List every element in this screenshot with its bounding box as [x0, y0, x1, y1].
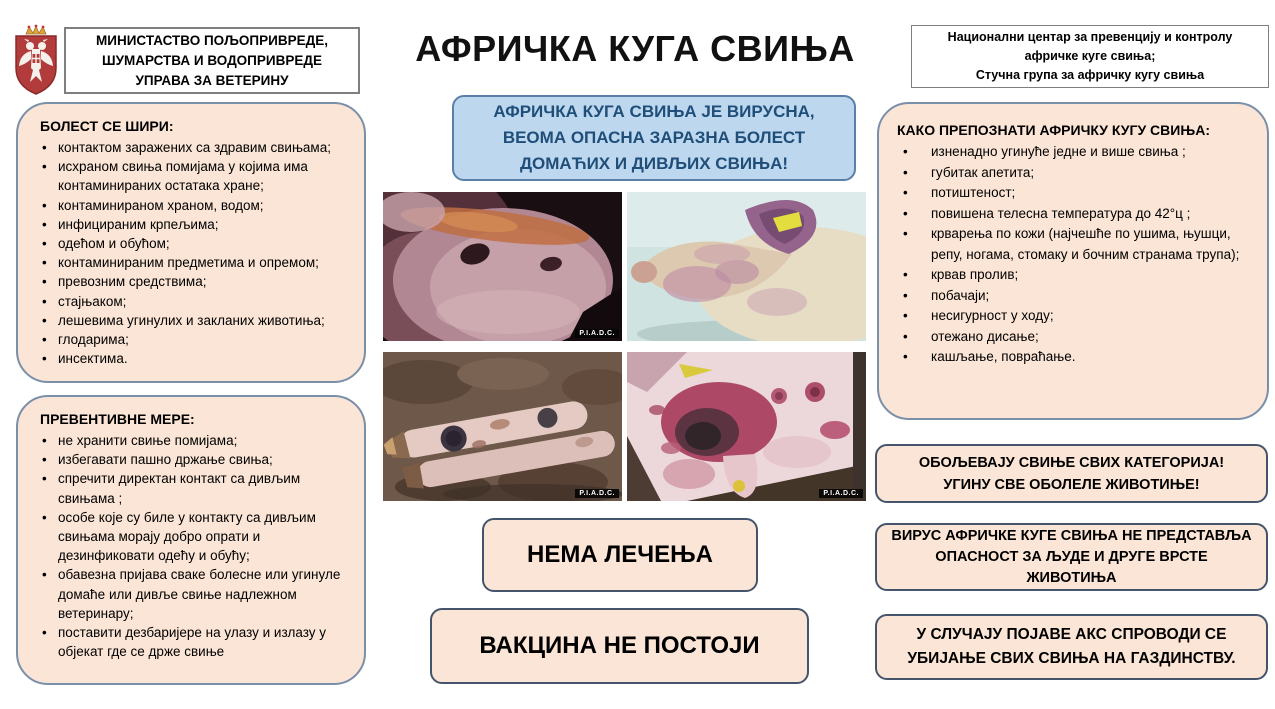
- photo-watermark: P.I.A.D.C.: [819, 489, 863, 498]
- no-danger-box: [875, 523, 1268, 591]
- no-cure-text: НЕМА ЛЕЧЕЊА: [527, 541, 713, 568]
- list-item: • глодарима;: [38, 330, 354, 349]
- list-item: • инсектима.: [38, 349, 354, 368]
- serbia-coat-of-arms-icon: [10, 24, 62, 96]
- culling-box: [875, 614, 1268, 680]
- list-item: • стајњаком;: [38, 292, 354, 311]
- center-line: афричке куге свиња;: [1024, 49, 1156, 63]
- panel-title: КАКО ПРЕПОЗНАТИ АФРИЧКУ КУГУ СВИЊА:: [897, 122, 1210, 138]
- recognize-list: [895, 142, 1255, 368]
- statement-line: ОПАСНОСТ ЗА ЉУДЕ И ДРУГЕ ВРСТЕ: [935, 548, 1208, 565]
- list-item: • потиштеност;: [895, 183, 1255, 204]
- crown: [26, 25, 46, 34]
- list-item: • обавезна пријава сваке болесне или угинуле домаће или дивље свиње надлежном ветеринару;: [38, 565, 354, 623]
- photo-pig-legs-lesions: [383, 352, 622, 501]
- national-center-header-box: [911, 25, 1269, 88]
- ministry-line: ШУМАРСТВА И ВОДОПРИВРЕДЕ: [102, 52, 322, 68]
- statement-line: ЖИВОТИЊА: [1026, 569, 1117, 586]
- statement-line: ОБОЉЕВАЈУ СВИЊЕ СВИХ КАТЕГОРИЈА!: [918, 454, 1225, 471]
- list-item: • контактом заражених са здравим свињама;: [38, 138, 354, 157]
- list-item: • исхраном свиња помијама у којима има контаминираних остатака хране;: [38, 157, 354, 195]
- ministry-line: МИНИСТАСТВО ПОЉОПРИВРЕДЕ,: [96, 32, 328, 48]
- statement-line: УГИНУ СВЕ ОБОЛЕЛЕ ЖИВОТИЊЕ!: [943, 476, 1200, 493]
- list-item: • инфицираним крпељима;: [38, 215, 354, 234]
- list-item: • лешевима угинулих и закланих животиња;: [38, 311, 354, 330]
- statement-line: У СЛУЧАЈУ ПОЈАВЕ АКС СПРОВОДИ СЕ: [916, 626, 1227, 643]
- center-line: Национални центар за превенцију и контролу: [947, 30, 1233, 44]
- intro-line: ВЕОМА ОПАСНА ЗАРАЗНА БОЛЕСТ: [502, 128, 806, 147]
- list-item: • контаминираним предметима и опремом;: [38, 253, 354, 272]
- list-item: • губитак апетита;: [895, 163, 1255, 184]
- photo-pig-body-hemorrhages: [627, 352, 866, 501]
- all-categories-box: [875, 444, 1268, 503]
- statement-line: ВИРУС АФРИЧКЕ КУГЕ СВИЊА НЕ ПРЕДСТАВЉА: [891, 527, 1252, 544]
- prevention-list: [38, 431, 354, 661]
- panel-title: ПРЕВЕНТИВНЕ МЕРЕ:: [40, 411, 195, 427]
- list-item: • кашљање, повраћање.: [895, 347, 1255, 368]
- panel-title: БОЛЕСТ СЕ ШИРИ:: [40, 118, 174, 134]
- ministry-line: УПРАВА ЗА ВЕТЕРИНУ: [135, 72, 289, 88]
- photo-pig-snout-closeup: [383, 192, 622, 341]
- list-item: • побачаји;: [895, 286, 1255, 307]
- list-item: • крвав пролив;: [895, 265, 1255, 286]
- disease-spread-list: [38, 138, 354, 368]
- disease-spread-panel: [16, 102, 366, 383]
- list-item: • несигурност у ходу;: [895, 306, 1255, 327]
- no-vaccine-box: [430, 608, 809, 684]
- statement-line: УБИЈАЊЕ СВИХ СВИЊА НА ГАЗДИНСТВУ.: [907, 650, 1236, 667]
- list-item: • крварења по кожи (најчешће по ушима, њушци, репу, ногама, стомаку и бочним странама трупа);: [895, 224, 1255, 265]
- list-item: • одећом и обућом;: [38, 234, 354, 253]
- list-item: • отежано дисање;: [895, 327, 1255, 348]
- prevention-panel: [16, 395, 366, 685]
- center-line: Стучна група за афричку кугу свиња: [975, 68, 1205, 82]
- intro-line: ДОМАЋИХ И ДИВЉИХ СВИЊА!: [519, 154, 789, 173]
- list-item: • избегавати пашно држање свиња;: [38, 450, 354, 469]
- list-item: • превозним средствима;: [38, 272, 354, 291]
- ministry-header-box: [64, 27, 360, 94]
- list-item: • изненадно угинуће једне и више свиња ;: [895, 142, 1255, 163]
- poster-title: АФРИЧКА КУГА СВИЊА: [415, 28, 855, 69]
- list-item: • не хранити свиње помијама;: [38, 431, 354, 450]
- no-vaccine-text: ВАКЦИНА НЕ ПОСТОЈИ: [479, 632, 760, 659]
- list-item: • контаминираном храном, водом;: [38, 196, 354, 215]
- list-item: • спречити директан контакт са дивљим свињама ;: [38, 469, 354, 507]
- virus-intro-box: [452, 95, 856, 181]
- recognize-panel: [877, 102, 1269, 420]
- photo-dead-pig-head: [627, 192, 866, 341]
- list-item: • повишена телесна температура до 42°ц ;: [895, 204, 1255, 225]
- no-cure-box: [482, 518, 758, 592]
- photo-watermark: P.I.A.D.C.: [575, 329, 619, 338]
- list-item: • особе које су биле у контакту са дивљим свињама морају добро опрати и дезинфиковати одећу и обућу;: [38, 508, 354, 566]
- intro-line: АФРИЧКА КУГА СВИЊА ЈЕ ВИРУСНА,: [493, 102, 815, 121]
- photo-watermark: P.I.A.D.C.: [575, 489, 619, 498]
- list-item: • поставити дезбаријере на улазу и излазу у објекат где се држе свиње: [38, 623, 354, 661]
